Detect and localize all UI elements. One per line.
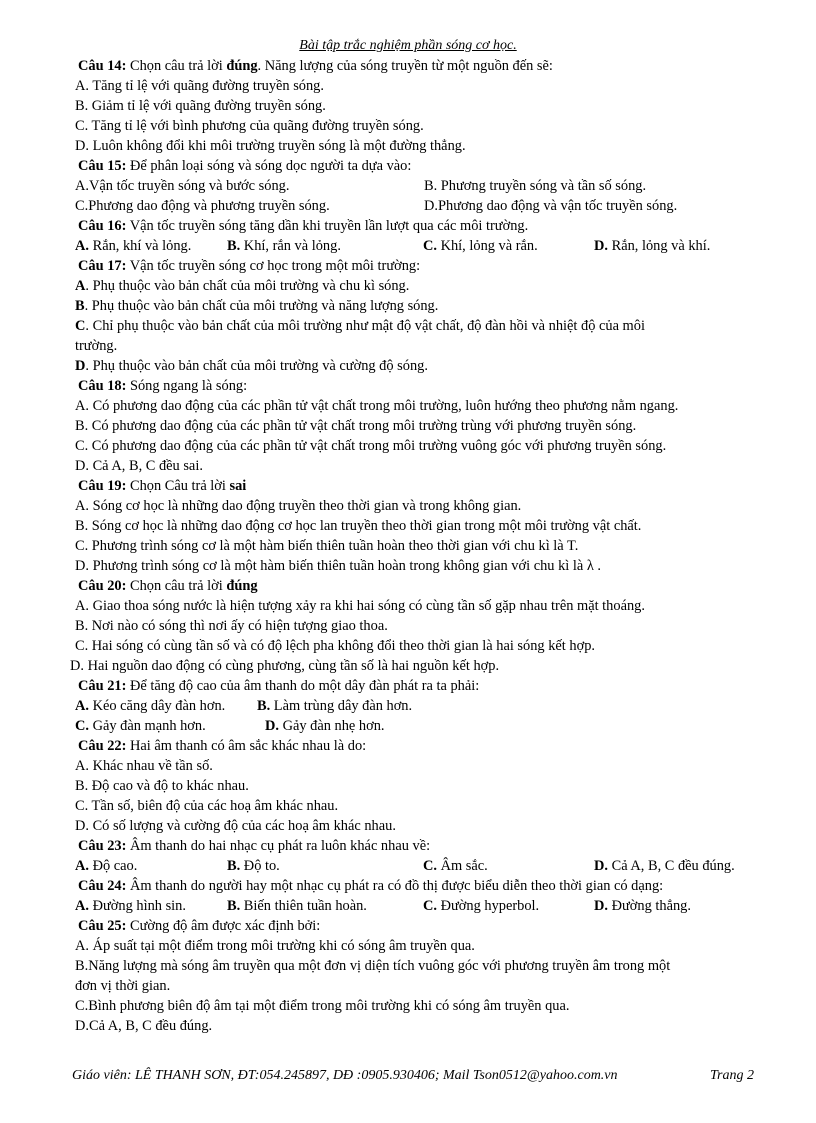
option-d: D.Cả A, B, C đều đúng. [75, 1018, 213, 1034]
option-d: D. Cả A, B, C đều đúng. [594, 858, 735, 874]
option-c: C.Bình phương biên độ âm tại một điểm trong môi trường khi có sóng âm truyền qua. [75, 998, 570, 1014]
option-b: B. Độ to. [227, 858, 280, 874]
option-a: A. Khác nhau về tần số. [75, 758, 213, 774]
option-b: B. Phương truyền sóng và tần số sóng. [424, 178, 647, 194]
question-21: Câu 21: Để tăng độ cao của âm thanh do một dây đàn phát ra ta phải: [78, 678, 480, 694]
options-row [75, 896, 775, 916]
question-16: Câu 16: Vận tốc truyền sóng tăng dần khi truyền lần lượt qua các môi trường. [78, 218, 529, 234]
question-label: Câu 15: [78, 158, 127, 174]
option-d: D.Phương dao động và vận tốc truyền sóng. [424, 198, 678, 214]
question-label: Câu 16: [78, 218, 127, 234]
option-c: C. Đường hyperbol. [423, 898, 540, 914]
option-b: B. Giảm tỉ lệ với quãng đường truyền sóng. [75, 98, 326, 114]
question-19: Câu 19: Chọn Câu trả lời sai [78, 478, 247, 494]
option-b: B. Nơi nào có sóng thì nơi ấy có hiện tượng giao thoa. [75, 618, 388, 634]
question-15: Câu 15: Để phân loại sóng và sóng dọc người ta dựa vào: [78, 158, 412, 174]
question-22: Câu 22: Hai âm thanh có âm sắc khác nhau là do: [78, 738, 367, 754]
question-label: Câu 17: [78, 258, 127, 274]
question-label: Câu 20: [78, 578, 127, 594]
page-footer [72, 1068, 754, 1084]
question-list [70, 56, 775, 1036]
option-d: D. Phương trình sóng cơ là một hàm biến thiên tuần hoàn trong không gian với chu kì là λ . [75, 558, 602, 574]
option-a: A. Rắn, khí và lỏng. [75, 238, 192, 254]
page-number: Trang 2 [710, 1068, 754, 1083]
options-row [75, 196, 775, 216]
option-b: B. Có phương dao động của các phần tử vật chất trong môi trường trùng với phương truyền sóng. [75, 418, 637, 434]
option-b: B. Phụ thuộc vào bản chất của môi trường và năng lượng sóng. [75, 298, 439, 314]
question-label: Câu 18: [78, 378, 127, 394]
option-d: D. Gảy đàn nhẹ hơn. [265, 718, 385, 734]
question-17: Câu 17: Vận tốc truyền sóng cơ học trong một môi trường: [78, 258, 421, 274]
option-a: A. Áp suất tại một điểm trong môi trường khi có sóng âm truyền qua. [75, 938, 475, 954]
option-d: D. Phụ thuộc vào bản chất của môi trường và cường độ sóng. [75, 358, 428, 374]
option-c: C. Có phương dao động của các phần tử vật chất trong môi trường vuông góc với phương truyền sóng. [75, 438, 667, 454]
option-d: D. Rắn, lỏng và khí. [594, 238, 711, 254]
option-c: C. Gảy đàn mạnh hơn. [75, 718, 206, 734]
option-b: B. Làm trùng dây đàn hơn. [257, 698, 413, 714]
question-25: Câu 25: Cường độ âm được xác định bởi: [78, 918, 321, 934]
option-c: C.Phương dao động và phương truyền sóng. [75, 198, 330, 214]
option-c-continued: trường. [75, 338, 118, 354]
option-a: A. Phụ thuộc vào bản chất của môi trường và chu kì sóng. [75, 278, 410, 294]
options-row [75, 716, 775, 736]
question-18: Câu 18: Sóng ngang là sóng: [78, 378, 248, 394]
question-label: Câu 19: [78, 478, 127, 494]
option-c: C. Tần số, biên độ của các hoạ âm khác nhau. [75, 798, 339, 814]
option-c: C. Khí, lỏng và rắn. [423, 238, 538, 254]
option-d: D. Hai nguồn dao động có cùng phương, cùng tần số là hai nguồn kết hợp. [70, 658, 500, 674]
option-b: B.Năng lượng mà sóng âm truyền qua một đơn vị diện tích vuông góc với phương truyền âm trong một [75, 958, 671, 974]
options-row [75, 856, 775, 876]
option-b: B. Độ cao và độ to khác nhau. [75, 778, 249, 794]
question-14: Câu 14: Chọn câu trả lời đúng. Năng lượng của sóng truyền từ một nguồn đến sẽ: [78, 58, 553, 74]
options-row [75, 696, 775, 716]
option-d: D. Có số lượng và cường độ của các hoạ âm khác nhau. [75, 818, 396, 834]
option-a: A. Độ cao. [75, 858, 138, 874]
option-c: C. Âm sắc. [423, 858, 488, 874]
options-row [75, 176, 775, 196]
option-d: D. Cả A, B, C đều sai. [75, 458, 203, 474]
option-c: C. Hai sóng có cùng tần số và có độ lệch pha không đổi theo thời gian là hai sóng kết hợp. [75, 638, 595, 654]
option-b: B. Khí, rắn và lỏng. [227, 238, 341, 254]
option-a: A. Giao thoa sóng nước là hiện tượng xảy ra khi hai sóng có cùng tần số gặp nhau trên mặt thoáng. [75, 598, 645, 614]
option-a: A.Vận tốc truyền sóng và bước sóng. [75, 178, 290, 194]
question-20: Câu 20: Chọn câu trả lời đúng [78, 578, 258, 594]
footer-contact: Giáo viên: LÊ THANH SƠN, ĐT:054.245897, DĐ :0905.930406; Mail Tson0512@yahoo.com.vn [72, 1068, 618, 1083]
option-b: B. Sóng cơ học là những dao động cơ học lan truyền theo thời gian trong một môi trường vật chất. [75, 518, 642, 534]
question-label: Câu 14: [78, 58, 127, 74]
option-b: B. Biến thiên tuần hoàn. [227, 898, 367, 914]
question-24: Câu 24: Âm thanh do người hay một nhạc cụ phát ra có đồ thị được biểu diễn theo thời gian có dạng: [78, 878, 664, 894]
option-a: A. Kéo căng dây đàn hơn. [75, 698, 226, 714]
question-label: Câu 21: [78, 678, 127, 694]
option-d: D. Luôn không đổi khi môi trường truyền sóng là một đường thẳng. [75, 138, 466, 154]
option-c: C. Phương trình sóng cơ là một hàm biến thiên tuần hoàn theo thời gian với chu kì là T. [75, 538, 579, 554]
question-label: Câu 22: [78, 738, 127, 754]
option-a: A. Đường hình sin. [75, 898, 186, 914]
option-c: C. Tăng tỉ lệ với bình phương của quãng đường truyền sóng. [75, 118, 424, 134]
question-23: Câu 23: Âm thanh do hai nhạc cụ phát ra luôn khác nhau về: [78, 838, 431, 854]
question-label: Câu 25: [78, 918, 127, 934]
question-label: Câu 23: [78, 838, 127, 854]
option-b-continued: đơn vị thời gian. [75, 978, 171, 994]
option-d: D. Đường thẳng. [594, 898, 691, 914]
page-header: Bài tập trắc nghiệm phần sóng cơ học. [299, 38, 517, 53]
option-c: C. Chỉ phụ thuộc vào bản chất của môi trường như mật độ vật chất, độ đàn hồi và nhiệt độ của môi [75, 318, 645, 334]
options-row [75, 236, 775, 256]
option-a: A. Có phương dao động của các phần tử vật chất trong môi trường, luôn hướng theo phương nằm ngang. [75, 398, 679, 414]
question-label: Câu 24: [78, 878, 127, 894]
option-a: A. Sóng cơ học là những dao động truyền theo thời gian và trong không gian. [75, 498, 522, 514]
option-a: A. Tăng tỉ lệ với quãng đường truyền sóng. [75, 78, 324, 94]
